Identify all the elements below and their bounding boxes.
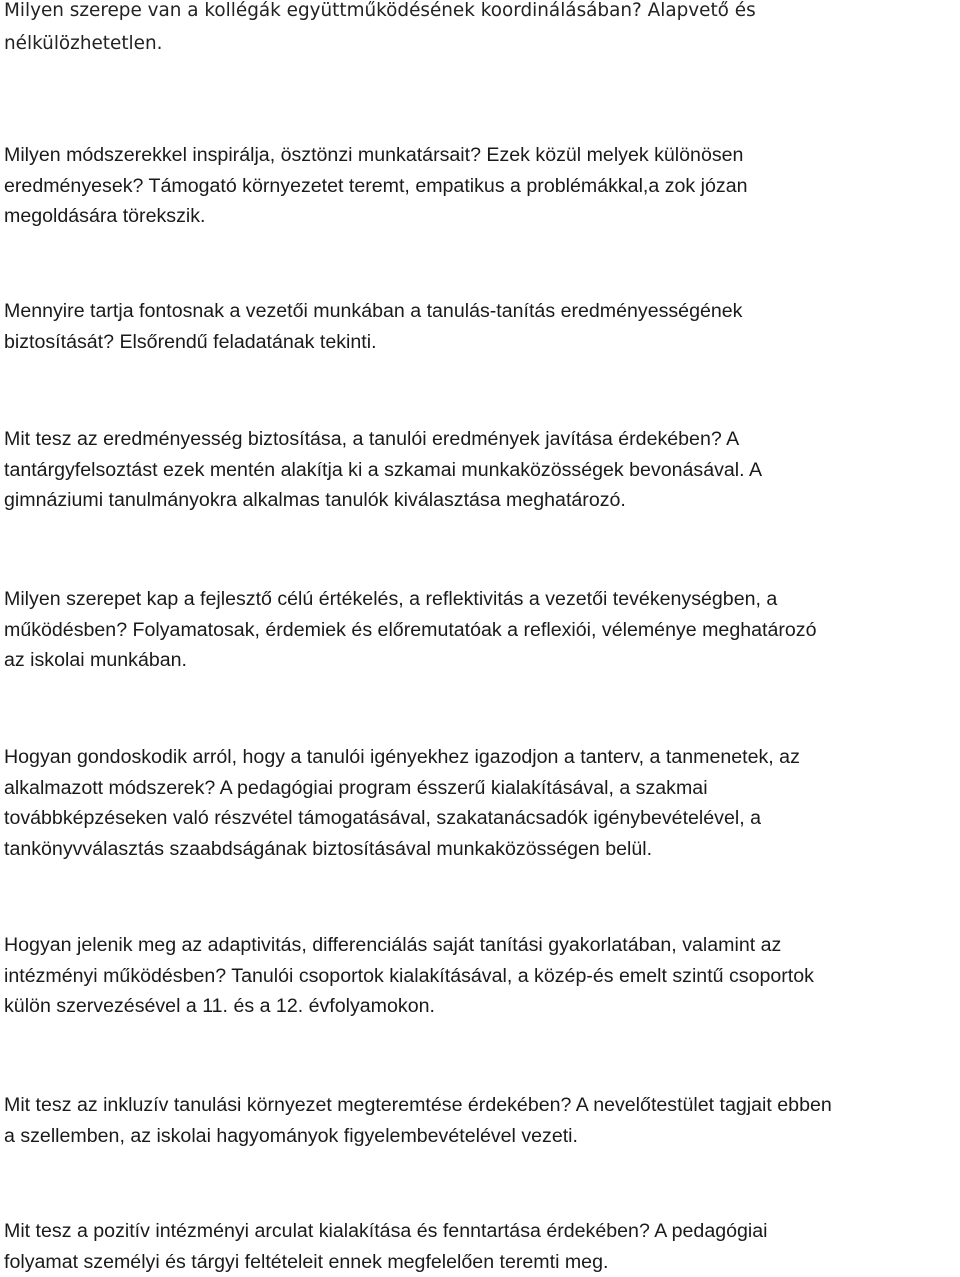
paragraph-inspiration <box>4 140 960 232</box>
text-line: Mit tesz az eredményesség biztosítása, a tanulói eredmények javítása érdekében? A <box>4 424 960 455</box>
text-line: működésben? Folyamatosak, érdemiek és előremutatóak a reflexiói, véleménye meghatározó <box>4 615 960 646</box>
text-line: a szellemben, az iskolai hagyományok figyelembevételével vezeti. <box>4 1121 960 1152</box>
paragraph-teaching-effectiveness <box>4 296 960 357</box>
text-line: az iskolai munkában. <box>4 645 960 676</box>
paragraph-curriculum <box>4 742 960 864</box>
text-line: alkalmazott módszerek? A pedagógiai program ésszerű kialakításával, a szakmai <box>4 773 960 804</box>
paragraph-institutional-image <box>4 1216 960 1277</box>
text-line: Milyen szerepet kap a fejlesztő célú értékelés, a reflektivitás a vezetői tevékenységben, a <box>4 584 960 615</box>
text-line: megoldására törekszik. <box>4 201 960 232</box>
text-line: eredményesek? Támogató környezetet teremt, empatikus a problémákkal,a zok józan <box>4 171 960 202</box>
text-line: Mit tesz az inkluzív tanulási környezet megteremtése érdekében? A nevelőtestület tagjait ebben <box>4 1090 960 1121</box>
text-line: folyamat személyi és tárgyi feltételeit ennek megfelelően teremti meg. <box>4 1247 960 1277</box>
text-line: biztosítását? Elsőrendű feladatának tekinti. <box>4 327 960 358</box>
text-line: nélkülözhetetlen. <box>4 27 960 60</box>
paragraph-evaluation <box>4 584 960 676</box>
paragraph-adaptivity <box>4 930 960 1022</box>
text-line: Hogyan gondoskodik arról, hogy a tanulói igényekhez igazodjon a tanterv, a tanmenetek, az <box>4 742 960 773</box>
paragraph-results-improvement <box>4 424 960 516</box>
text-line: külön szervezésével a 11. és a 12. évfolyamokon. <box>4 991 960 1022</box>
text-line: Milyen szerepe van a kollégák együttműködésének koordinálásában? Alapvető és <box>4 0 960 27</box>
text-line: tankönyvválasztás szaabdságának biztosításával munkaközösségen belül. <box>4 834 960 865</box>
text-line: gimnáziumi tanulmányokra alkalmas tanulók kiválasztása meghatározó. <box>4 485 960 516</box>
text-line: továbbképzéseken való részvétel támogatásával, szakatanácsadók igénybevételével, a <box>4 803 960 834</box>
text-line: Milyen módszerekkel inspirálja, ösztönzi munkatársait? Ezek közül melyek különösen <box>4 140 960 171</box>
paragraph-collaboration <box>4 0 960 60</box>
text-line: Hogyan jelenik meg az adaptivitás, differenciálás saját tanítási gyakorlatában, valamint az <box>4 930 960 961</box>
paragraph-inclusion <box>4 1090 960 1151</box>
text-line: Mennyire tartja fontosnak a vezetői munkában a tanulás-tanítás eredményességének <box>4 296 960 327</box>
text-line: tantárgyfelsoztást ezek mentén alakítja ki a szkamai munkaközösségek bevonásával. A <box>4 455 960 486</box>
text-line: intézményi működésben? Tanulói csoportok kialakításával, a közép-és emelt szintű csoportok <box>4 961 960 992</box>
text-line: Mit tesz a pozitív intézményi arculat kialakítása és fenntartása érdekében? A pedagógiai <box>4 1216 960 1247</box>
